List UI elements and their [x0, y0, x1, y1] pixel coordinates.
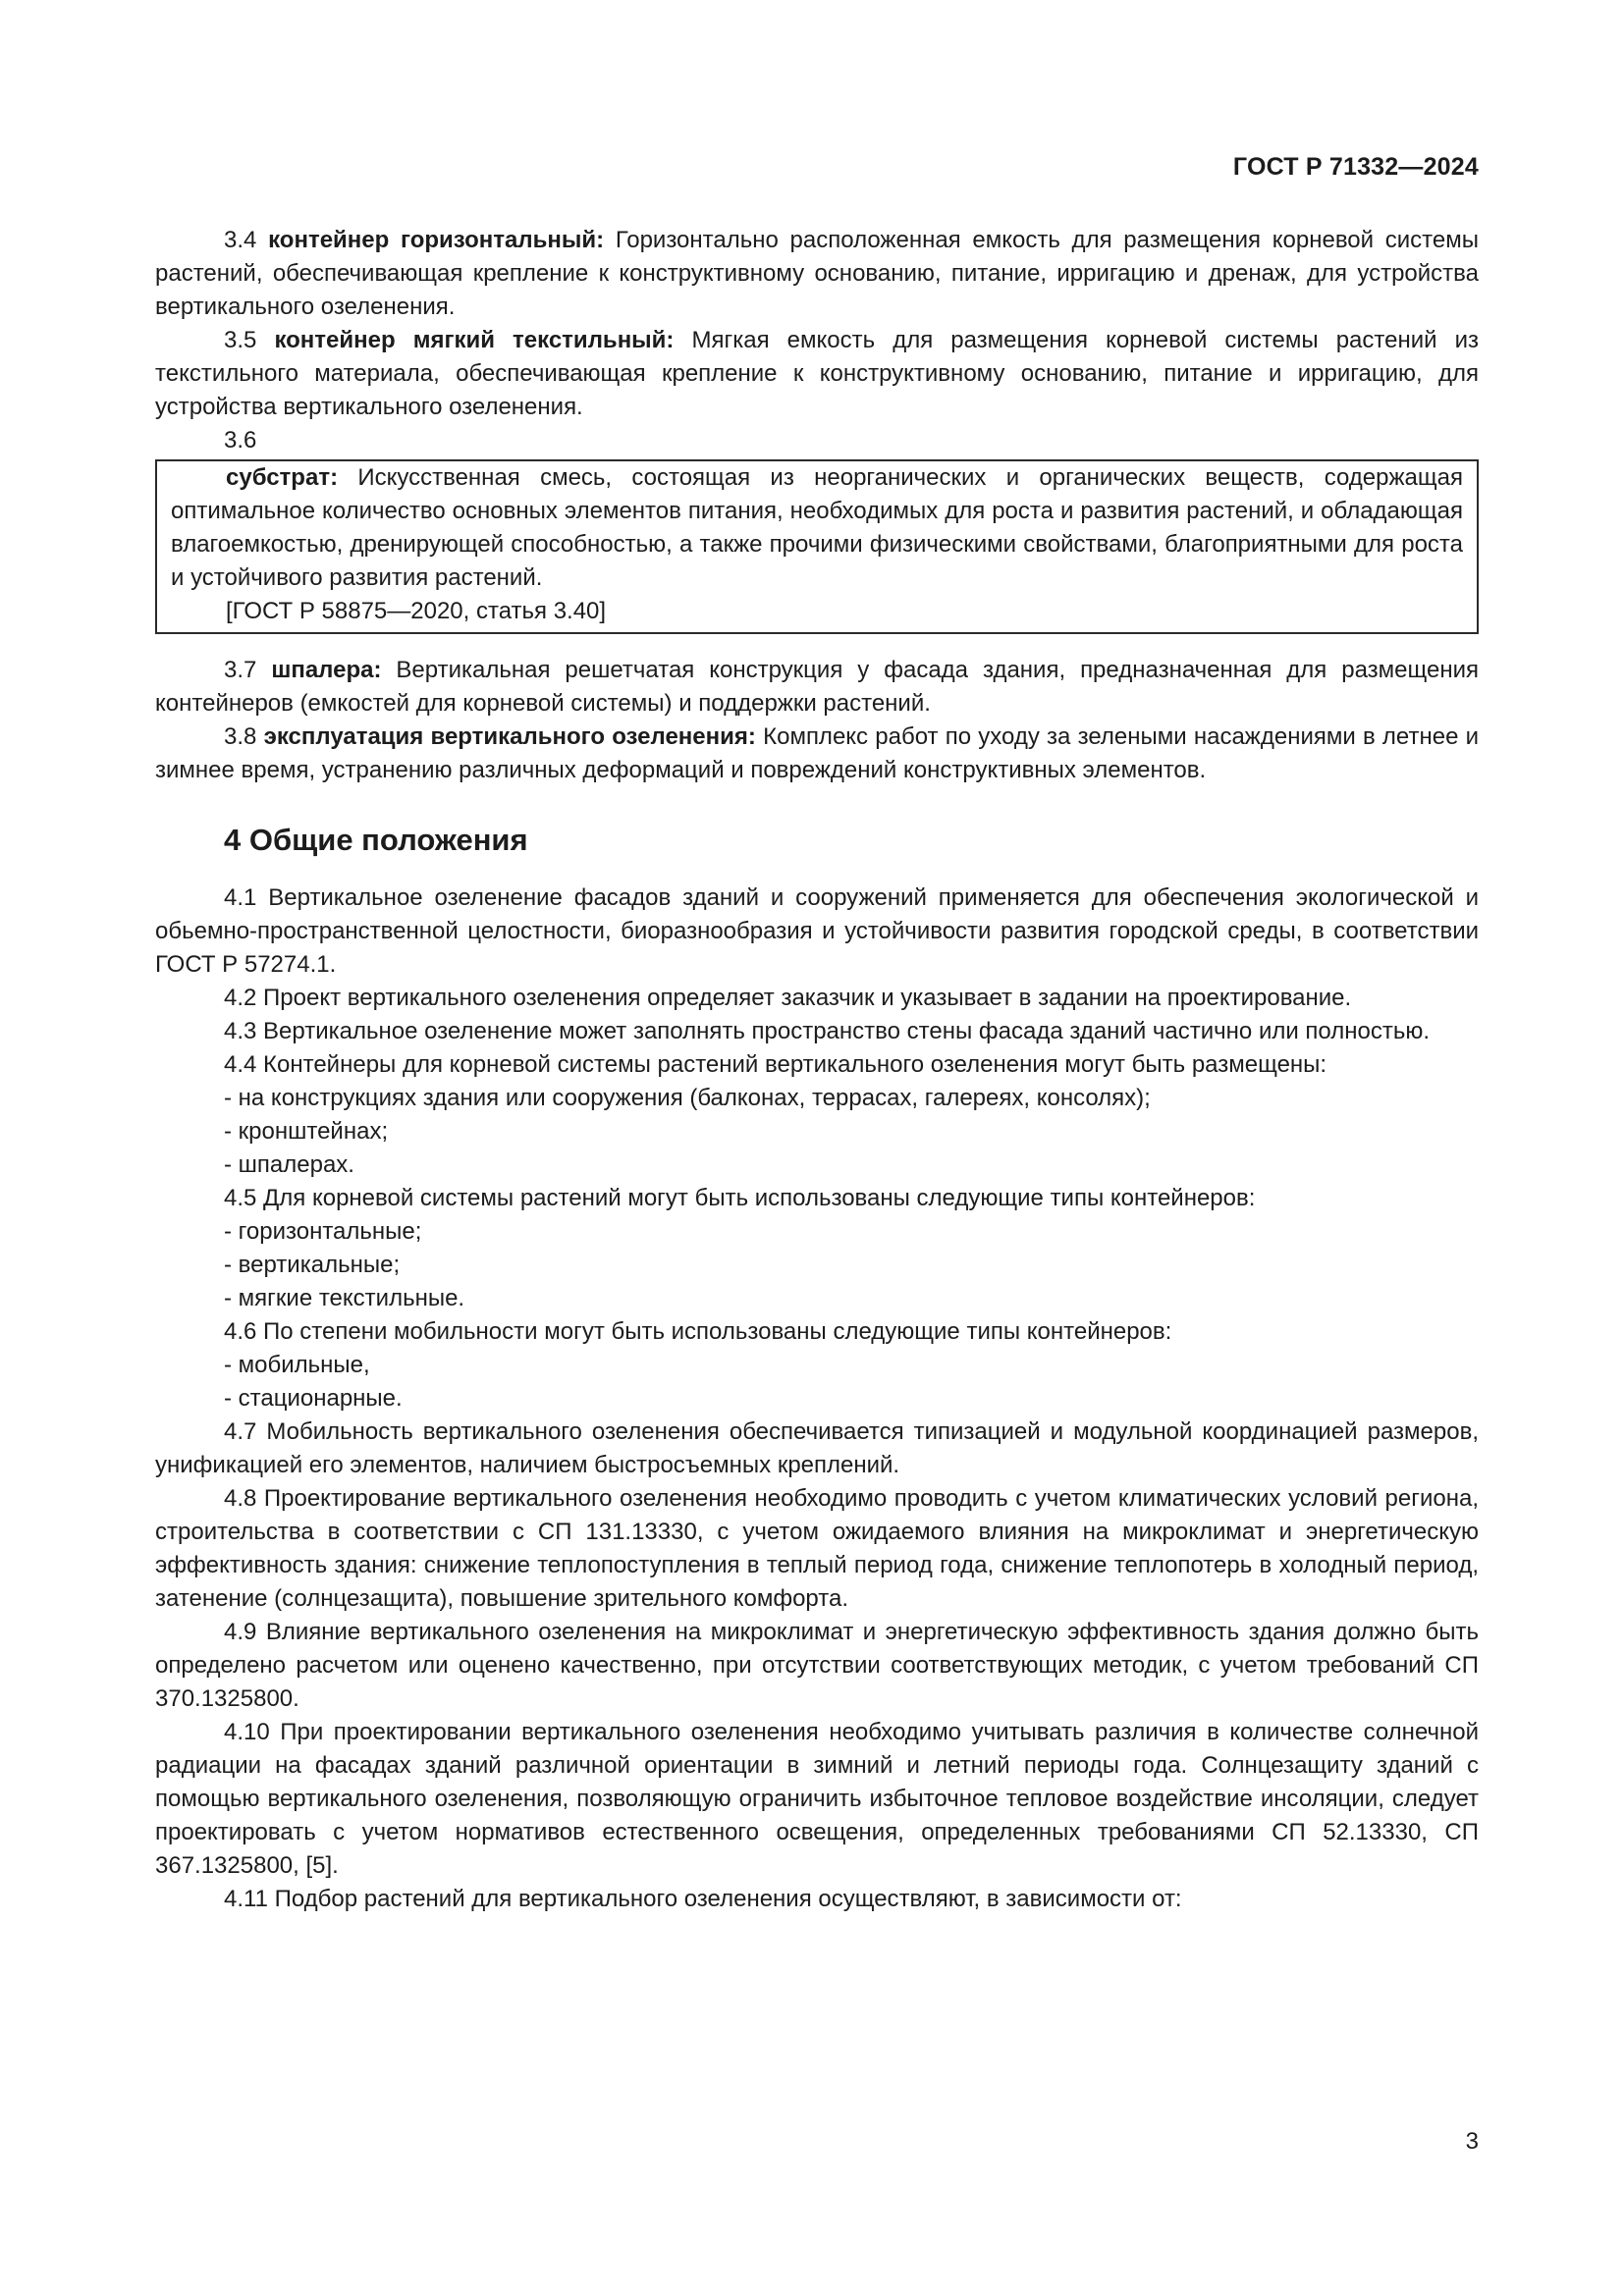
definition-text: Вертикальная решетчатая конструкция у фасада здания, предназначенная для размещения контейнеров (емкостей для корневой системы) и поддержки растений. [155, 657, 1480, 717]
quoted-definition-box [155, 459, 1479, 634]
term: контейнер мягкий текстильный: [274, 327, 675, 353]
paragraph-4-2: 4.2 Проект вертикального озеленения определяет заказчик и указывает в задании на проектирование. [224, 985, 1352, 1011]
definition-3-8 [155, 721, 1479, 787]
term: субстрат: [226, 464, 339, 491]
list-item: - мягкие текстильные. [224, 1285, 465, 1311]
definition-text: Искусственная смесь, состоящая из неорганических и органических веществ, содержащая оптимальное количество основных элементов питания, необходимых для роста и развития растений, и обладающая влагоемкостью, дренирующей способностью, а также прочими физическими свойствами, благоприятными для роста и устойчивого развития растений. [171, 464, 1463, 591]
paragraph-4-9: 4.9 Влияние вертикального озеленения на микроклимат и энергетическую эффективность здания должно быть определено расчетом или оценено качественно, при отсутствии соответствующих методик, с учетом требований СП 370.1325800. [155, 1619, 1479, 1712]
definition-3-6 [171, 461, 1463, 595]
list-item: - мобильные, [224, 1352, 370, 1378]
term: шпалера: [271, 657, 382, 683]
paragraph-4-5: 4.5 Для корневой системы растений могут быть использованы следующие типы контейнеров: [224, 1185, 1256, 1211]
definition-3-4 [155, 224, 1479, 324]
list-item: - шпалерах. [224, 1151, 354, 1178]
item-number-3-6: 3.6 [224, 427, 257, 454]
paragraph-4-4: 4.4 Контейнеры для корневой системы растений вертикального озеленения могут быть размещены: [224, 1051, 1327, 1078]
definition-text: Комплекс работ по уходу за зелеными насаждениями в летнее и зимнее время, устранению различных деформаций и повреждений конструктивных элементов. [155, 723, 1480, 783]
list-item: - вертикальные; [224, 1252, 401, 1278]
definition-3-7 [155, 654, 1479, 721]
item-number: 3.8 [224, 723, 257, 750]
term: контейнер горизонтальный: [268, 227, 605, 253]
definition-text: Горизонтально расположенная емкость для размещения корневой системы растений, обеспечивающая крепление к конструктивному основанию, питание, ирригацию и дренаж, для устройства вертикального озеленения. [155, 227, 1479, 320]
document-code-header: ГОСТ Р 71332—2024 [1232, 153, 1479, 181]
page-body [155, 224, 1479, 1916]
item-number: 3.5 [224, 327, 257, 353]
term: эксплуатация вертикального озеленения: [263, 723, 756, 750]
section-heading: 4 Общие положения [224, 823, 528, 857]
list-item: - стационарные. [224, 1385, 403, 1412]
paragraph-4-7: 4.7 Мобильность вертикального озеленения обеспечивается типизацией и модульной координацией размеров, унификацией его элементов, наличием быстросъемных креплений. [155, 1418, 1479, 1478]
definition-3-5 [155, 324, 1479, 424]
paragraph-4-6: 4.6 По степени мобильности могут быть использованы следующие типы контейнеров: [224, 1318, 1172, 1345]
paragraph-4-1: 4.1 Вертикальное озеленение фасадов зданий и сооружений применяется для обеспечения экологической и обьемно-пространственной целостности, биоразнообразия и устойчивости развития городской среды, в соответствии ГОСТ Р 57274.1. [155, 884, 1479, 978]
definition-text: Мягкая емкость для размещения корневой системы растений из текстильного материала, обеспечивающая крепление к конструктивному основанию, питание и ирригацию, для устройства вертикального озеленения. [155, 327, 1480, 420]
definition-source: [ГОСТ Р 58875—2020, статья 3.40] [226, 598, 607, 624]
list-item: - на конструкциях здания или сооружения (балконах, террасах, галереях, консолях); [224, 1085, 1151, 1111]
paragraph-4-8: 4.8 Проектирование вертикального озеленения необходимо проводить с учетом климатических условий региона, строительства в соответствии с СП 131.13330, с учетом ожидаемого влияния на микроклимат и энергетическую эффективность здания: снижение теплопоступления в теплый период года, снижение теплопотерь в холодный период, затенение (солнцезащита), повышение зрительного комфорта. [155, 1485, 1479, 1612]
paragraph-4-3: 4.3 Вертикальное озеленение может заполнять пространство стены фасада зданий частично или полностью. [224, 1018, 1431, 1044]
page-number: 3 [1465, 2128, 1479, 2155]
list-item: - кронштейнах; [224, 1118, 389, 1145]
list-item: - горизонтальные; [224, 1218, 422, 1245]
paragraph-4-11: 4.11 Подбор растений для вертикального озеленения осуществляют, в зависимости от: [224, 1886, 1182, 1912]
item-number: 3.4 [224, 227, 257, 253]
item-number: 3.7 [224, 657, 257, 683]
paragraph-4-10: 4.10 При проектировании вертикального озеленения необходимо учитывать различия в количестве солнечной радиации на фасадах зданий различной ориентации в зимний и летний периоды года. Солнцезащиту зданий с помощью вертикального озеленения, позволяющую ограничить избыточное тепловое воздействие инсоляции, следует проектировать с учетом нормативов естественного освещения, определенных требованиями СП 52.13330, СП 367.1325800, [5]. [155, 1719, 1479, 1879]
